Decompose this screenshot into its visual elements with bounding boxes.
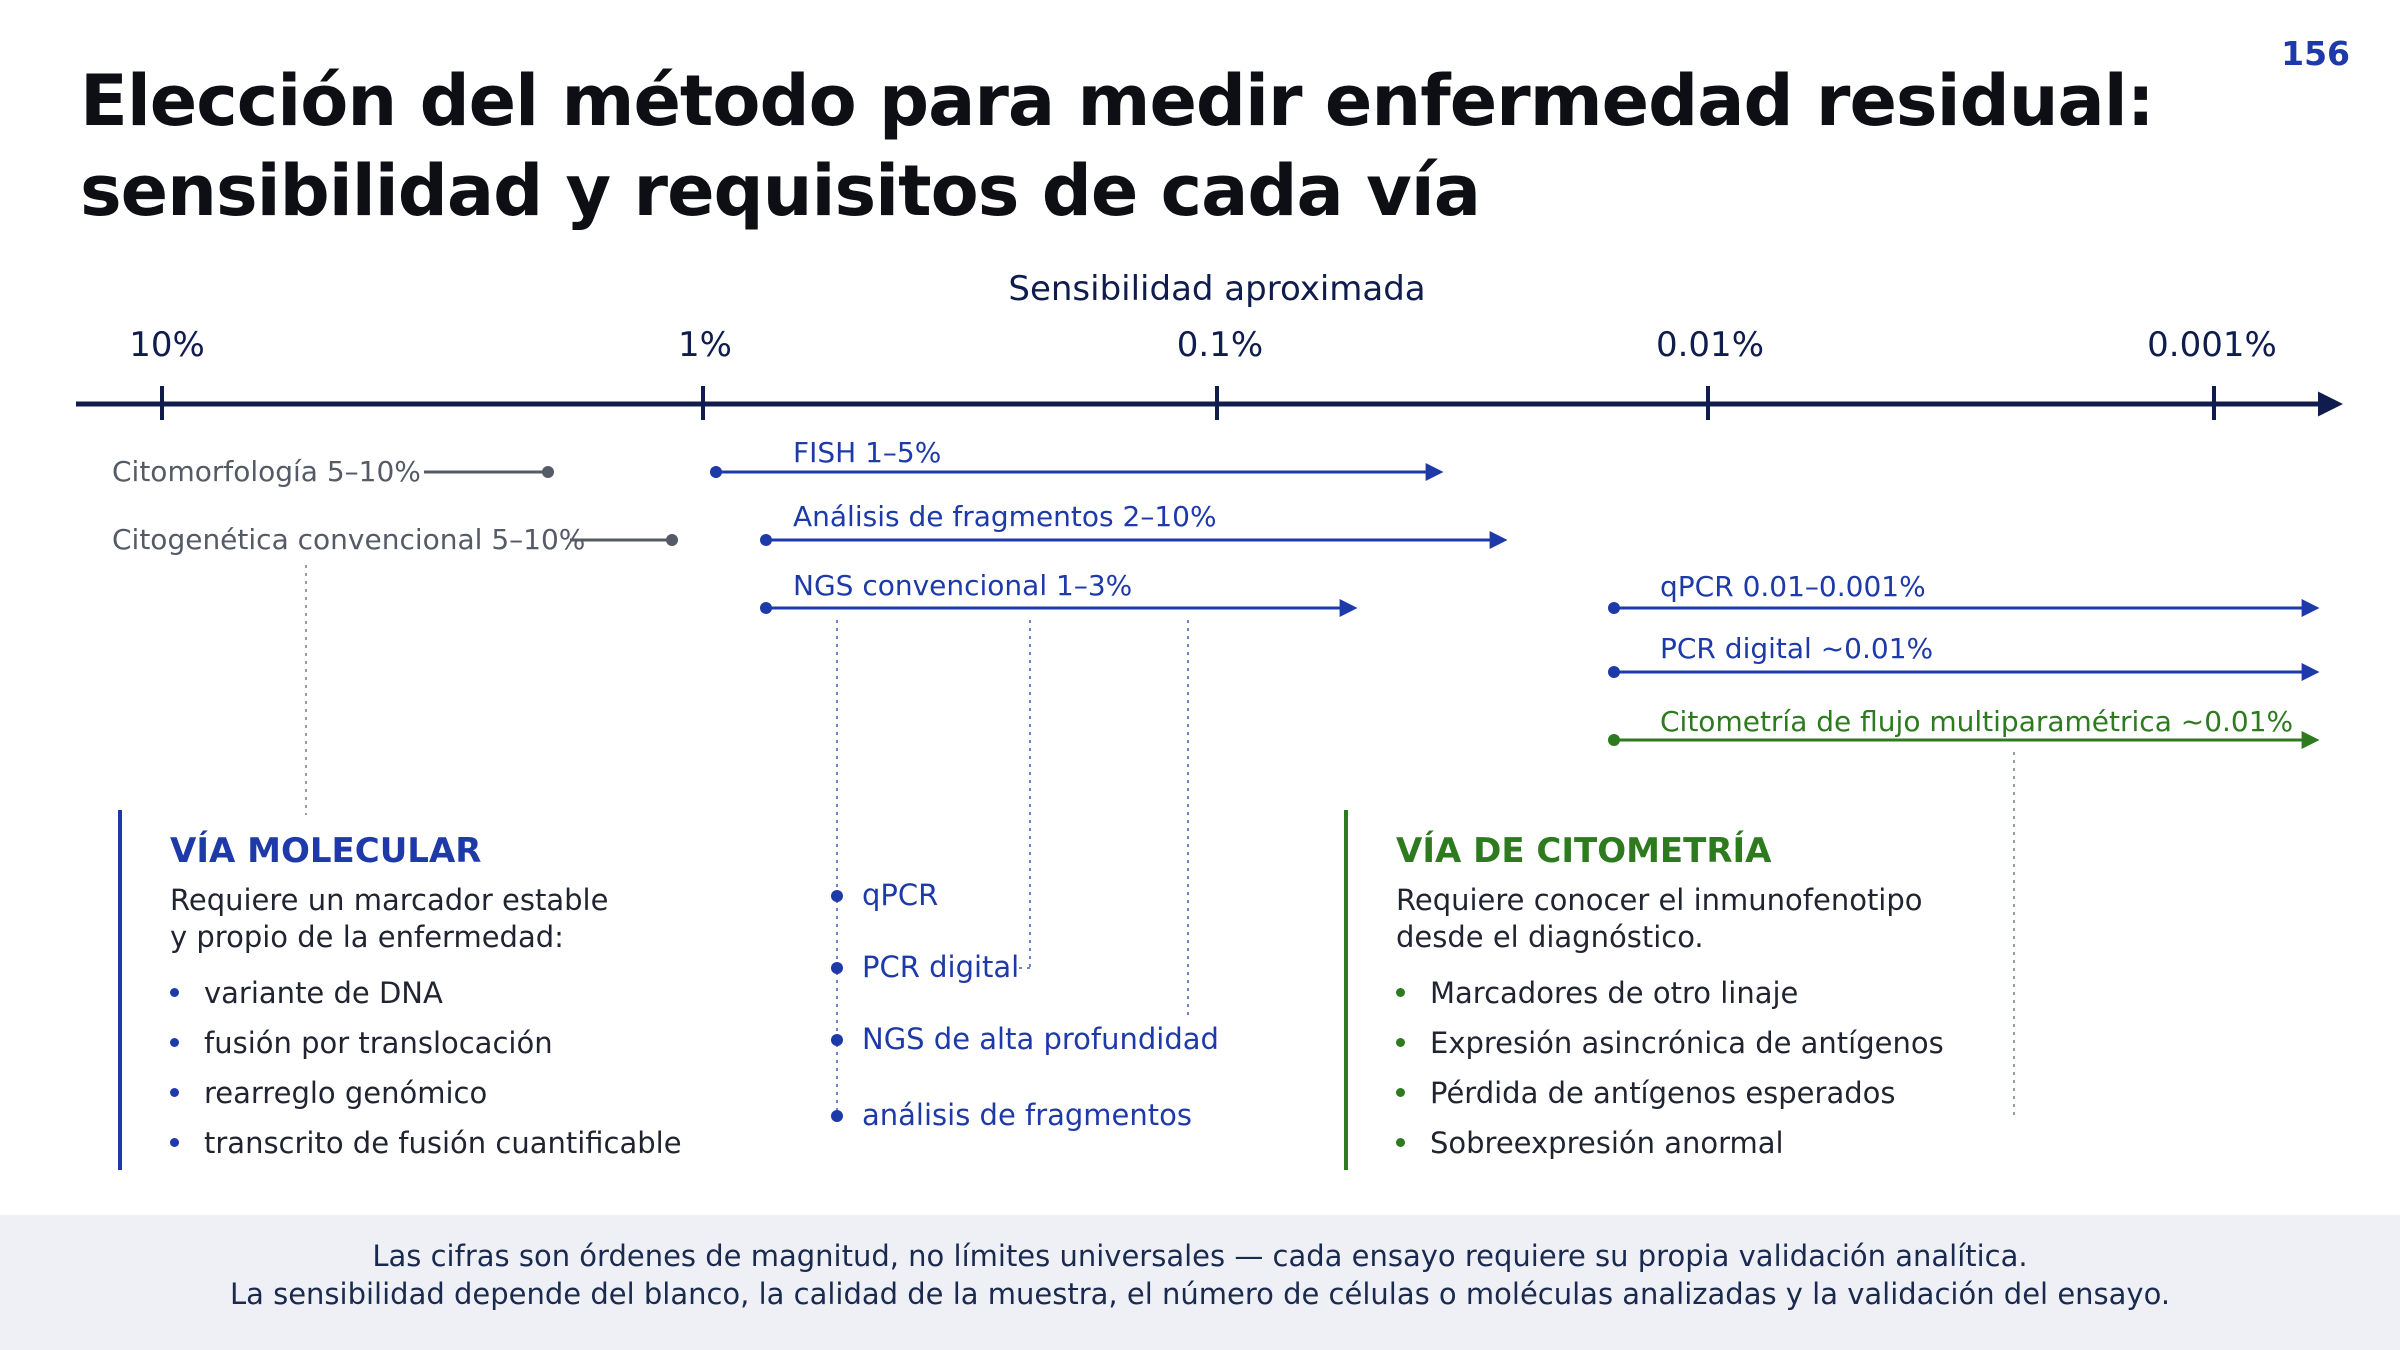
tick-label: 0.001% (2147, 325, 2277, 365)
description-line: Requiere conocer el inmunofenotipo (1396, 883, 1923, 917)
technique-pcr-digital (862, 950, 1019, 984)
molecular-bullets (170, 968, 682, 1168)
molecular-heading: VÍA MOLECULAR (170, 831, 482, 871)
list-item-text: Sobreexpresión anormal (1430, 1126, 1784, 1160)
footer-line-1: Las cifras son órdenes de magnitud, no límites universales — cada ensayo requiere su propia validación analítica. (372, 1239, 2028, 1273)
bullet-dot (830, 1033, 844, 1047)
bullet-dot (170, 1138, 179, 1147)
method-ngs-convencional (760, 569, 1354, 614)
title-line-1: Elección del método para medir enfermedad residual: (80, 60, 2154, 142)
list-item (1396, 968, 1944, 1018)
bullet-dot (170, 988, 179, 997)
list-item (170, 1018, 682, 1068)
axis-label: Sensibilidad aproximada (1008, 269, 1426, 309)
list-item-text: Marcadores de otro linaje (1430, 976, 1799, 1010)
method-citomorfologia (112, 455, 554, 488)
method-label: Citomorfología 5–10% (112, 455, 421, 488)
list-item-text: rearreglo genómico (204, 1076, 488, 1110)
method-qpcr (1608, 570, 2316, 614)
list-item (170, 1118, 682, 1168)
method-label: FISH 1–5% (793, 436, 942, 469)
list-item-text: variante de DNA (204, 976, 443, 1010)
list-item-text: transcrito de fusión cuantificable (204, 1126, 682, 1160)
list-item-text: Expresión asincrónica de antígenos (1430, 1026, 1944, 1060)
technique-ngs-alta (862, 1022, 1219, 1056)
technique-analisis-fragmentos (862, 1098, 1192, 1132)
bullet-dot (1396, 1088, 1405, 1097)
cytometry-description (1396, 882, 1944, 956)
method-label: qPCR 0.01–0.001% (1660, 570, 1926, 603)
title-line-2: sensibilidad y requisitos de cada vía (80, 150, 1480, 232)
method-analisis-fragmentos (760, 500, 1504, 546)
footer-note (0, 1215, 2400, 1350)
description-line: Requiere un marcador estable (170, 883, 609, 917)
technique-label: NGS de alta profundidad (862, 1022, 1219, 1056)
bullet-dot (170, 1088, 179, 1097)
method-endpoint (542, 466, 554, 478)
bullet-dot (830, 961, 844, 975)
footer-line-2: La sensibilidad depende del blanco, la calidad de la muestra, el número de células o moléculas analizadas y la validación del ensayo. (229, 1277, 2171, 1311)
technique-label: qPCR (862, 878, 939, 912)
cytometry-bullets (1396, 968, 1944, 1168)
method-pcr-digital (1608, 632, 2316, 678)
list-item (1396, 1068, 1944, 1118)
bullet-dot (170, 1038, 179, 1047)
method-label: NGS convencional 1–3% (793, 569, 1133, 602)
bullet-dot (1396, 988, 1405, 997)
description-line: y propio de la enfermedad: (170, 920, 564, 954)
bullet-dot (1396, 1138, 1405, 1147)
method-label: Análisis de fragmentos 2–10% (793, 500, 1217, 533)
molecular-description (170, 882, 682, 956)
list-item (1396, 1118, 1944, 1168)
technique-label: análisis de fragmentos (862, 1098, 1193, 1132)
list-item (1396, 1018, 1944, 1068)
technique-label: PCR digital (862, 950, 1020, 984)
technique-qpcr (862, 878, 938, 912)
method-label: Citometría de flujo multiparamétrica ~0.01% (1660, 705, 2294, 738)
bullet-dot (830, 889, 844, 903)
tick-label: 10% (129, 325, 205, 365)
bullet-dot (830, 1109, 844, 1123)
method-citometria-flujo (1608, 705, 2316, 746)
method-label: PCR digital ~0.01% (1660, 632, 1934, 665)
cytometry-pathway (1344, 810, 1944, 1170)
method-citogenetica (112, 523, 678, 556)
list-item-text: Pérdida de antígenos esperados (1430, 1076, 1896, 1110)
cytometry-heading: VÍA DE CITOMETRÍA (1396, 831, 1772, 871)
page-number: 156 (2281, 34, 2350, 73)
bullet-dot (1396, 1038, 1405, 1047)
tick-label: 0.1% (1176, 325, 1264, 365)
method-endpoint (666, 534, 678, 546)
list-item (170, 1068, 682, 1118)
method-label: Citogenética convencional 5–10% (112, 523, 586, 556)
molecular-pathway (118, 810, 682, 1170)
method-fish (710, 436, 1440, 478)
list-item-text: fusión por translocación (204, 1026, 553, 1060)
description-line: desde el diagnóstico. (1396, 920, 1704, 954)
tick-label: 1% (678, 325, 732, 365)
list-item (170, 968, 682, 1018)
tick-label: 0.01% (1655, 325, 1765, 365)
